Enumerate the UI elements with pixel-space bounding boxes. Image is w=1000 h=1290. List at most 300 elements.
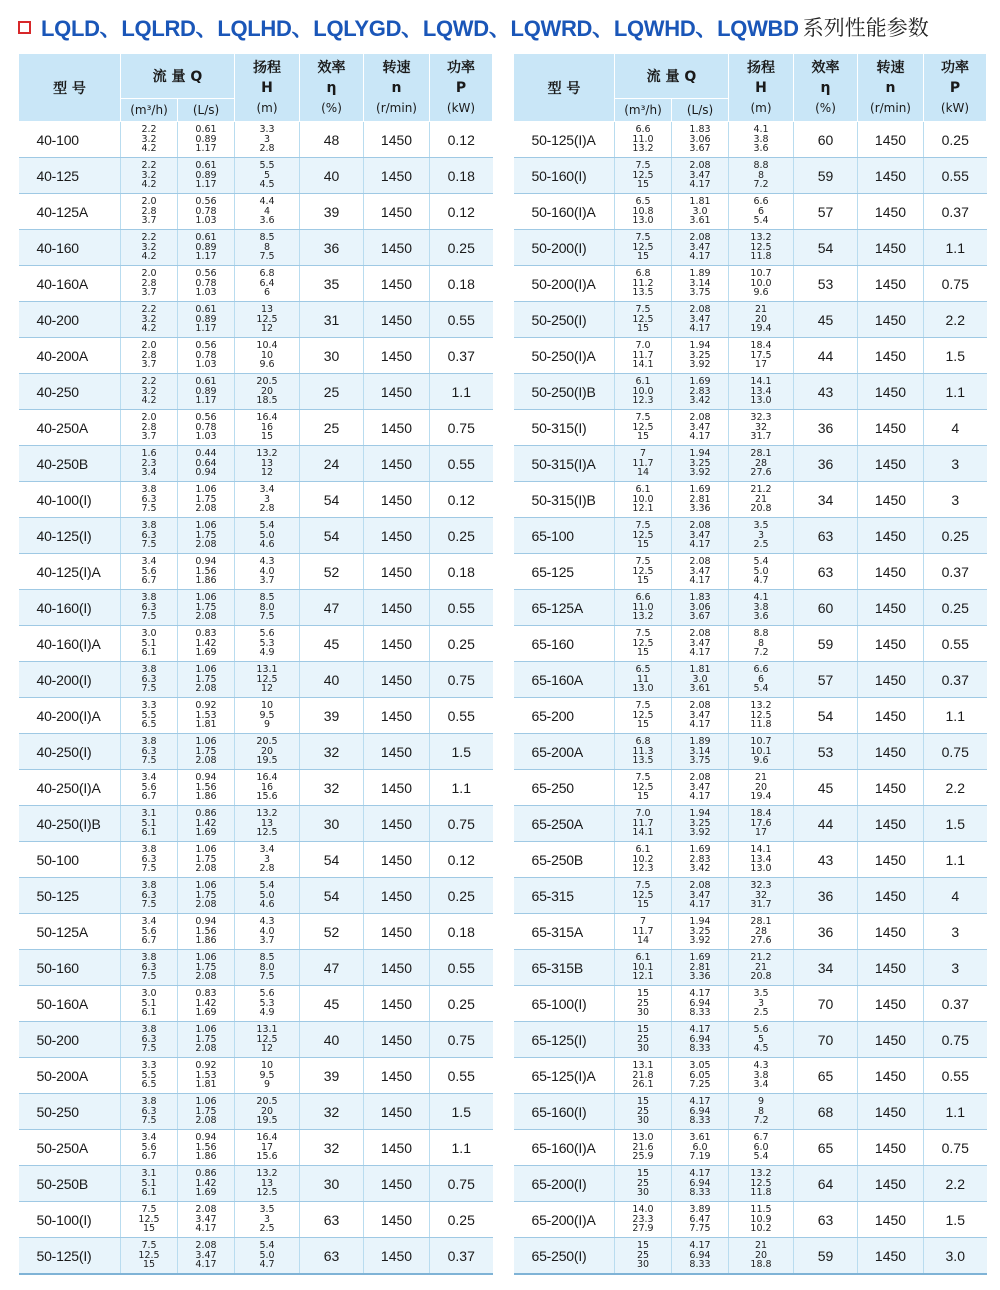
- head-cell-value: 5.4: [259, 1240, 275, 1252]
- flow-ls-cell-value: 3.89: [689, 1204, 711, 1216]
- flow-m3h-cell-value: 7.5: [141, 611, 157, 623]
- speed-cell: 1450: [364, 446, 430, 482]
- flow-m3h-cell-value: 6.6: [635, 124, 651, 136]
- flow-ls-cell-value: 2.08: [195, 1204, 217, 1216]
- head-cell-value: 16: [260, 421, 274, 433]
- flow-ls-cell-value: 0.89: [195, 169, 217, 181]
- model-cell: 50-200(I): [514, 230, 615, 266]
- model-cell: 65-250(I): [514, 1238, 615, 1275]
- table-row: [19, 914, 493, 950]
- flow-m3h-cell-value: 7.0: [635, 808, 651, 820]
- flow-m3h-cell: [615, 266, 672, 302]
- flow-ls-cell-value: 4.17: [689, 791, 711, 803]
- model-cell: 40-125(I)A: [19, 554, 121, 590]
- efficiency-cell: 70: [794, 1022, 858, 1058]
- flow-m3h-cell-value: 4.2: [141, 323, 157, 335]
- power-cell: 1.5: [430, 1094, 493, 1130]
- flow-ls-cell: [178, 914, 235, 950]
- head-cell-value: 21.2: [750, 484, 772, 496]
- table-row: [514, 806, 987, 842]
- flow-ls-cell-value: 1.03: [195, 431, 217, 443]
- table-row: [19, 410, 493, 446]
- flow-m3h-cell: [615, 914, 672, 950]
- head-cell: [235, 842, 300, 878]
- flow-m3h-cell-value: 11.3: [632, 745, 654, 757]
- flow-ls-cell-value: 0.78: [195, 205, 217, 217]
- head-cell-value: 7.2: [753, 179, 769, 191]
- speed-cell: 1450: [364, 590, 430, 626]
- flow-m3h-cell-value: 6.1: [141, 827, 157, 839]
- flow-m3h-cell: [615, 230, 672, 266]
- flow-ls-cell-value: 0.94: [195, 556, 217, 568]
- power-cell: 0.37: [430, 1238, 493, 1275]
- model-cell: 50-250(I): [514, 302, 615, 338]
- head-cell: [235, 446, 300, 482]
- flow-m3h-cell-value: 30: [636, 1115, 650, 1127]
- head-cell-value: 3.5: [753, 520, 769, 532]
- head-cell-value: 2.8: [259, 863, 275, 875]
- flow-ls-cell: [672, 410, 729, 446]
- head-cell-value: 16: [260, 781, 274, 793]
- flow-ls-cell-value: 1.03: [195, 215, 217, 227]
- head-cell-value: 8: [757, 1105, 765, 1117]
- table-row: [19, 1058, 493, 1094]
- head-cell-value: 4: [263, 205, 271, 217]
- flow-ls-cell-value: 4.17: [689, 899, 711, 911]
- speed-cell: 1450: [364, 194, 430, 230]
- flow-m3h-cell-value: 15: [636, 431, 650, 443]
- flow-m3h-cell: [615, 1130, 672, 1166]
- table-row: [514, 698, 987, 734]
- efficiency-cell: 65: [794, 1058, 858, 1094]
- flow-m3h-cell-value: 7: [639, 448, 647, 460]
- speed-cell: 1450: [364, 338, 430, 374]
- table-row: [514, 158, 987, 194]
- head-cell-value: 4.3: [259, 556, 275, 568]
- speed-cell: 1450: [858, 590, 924, 626]
- head-cell: [729, 518, 794, 554]
- flow-m3h-cell: [615, 626, 672, 662]
- head-cell-value: 9: [757, 1096, 765, 1108]
- flow-m3h-cell-value: 2.8: [141, 349, 157, 361]
- head-cell-value: 12.5: [256, 1187, 278, 1199]
- efficiency-cell: 39: [300, 698, 364, 734]
- flow-m3h-cell-value: 3.8: [141, 880, 157, 892]
- flow-ls-cell-value: 1.06: [195, 1096, 217, 1108]
- flow-ls-cell-value: 0.94: [195, 916, 217, 928]
- flow-m3h-cell: [121, 698, 178, 734]
- model-cell: 65-125: [514, 554, 615, 590]
- flow-m3h-cell-value: 4.2: [141, 179, 157, 191]
- head-cell-value: 5.4: [259, 520, 275, 532]
- flow-ls-cell: [672, 806, 729, 842]
- speed-cell: 1450: [364, 986, 430, 1022]
- flow-m3h-cell-value: 6.3: [141, 1033, 157, 1045]
- power-cell: 1.1: [924, 842, 987, 878]
- head-cell: [729, 734, 794, 770]
- flow-m3h-cell-value: 6.3: [141, 673, 157, 685]
- flow-ls-cell-value: 2.08: [195, 1043, 217, 1055]
- flow-m3h-cell-value: 2.8: [141, 421, 157, 433]
- flow-m3h-cell-value: 3.8: [141, 1096, 157, 1108]
- head-cell: [235, 770, 300, 806]
- efficiency-cell: 32: [300, 1130, 364, 1166]
- flow-m3h-cell: [121, 158, 178, 194]
- table-row: [19, 122, 493, 158]
- flow-m3h-cell-value: 3.7: [141, 215, 157, 227]
- title-square-icon: [18, 21, 31, 34]
- speed-cell: 1450: [858, 194, 924, 230]
- speed-cell: 1450: [364, 374, 430, 410]
- head-cell-value: 10.4: [256, 340, 278, 352]
- flow-m3h-cell-value: 5.1: [141, 637, 157, 649]
- table-row: [514, 914, 987, 950]
- speed-cell: 1450: [364, 950, 430, 986]
- flow-ls-cell-value: 3.47: [689, 241, 711, 253]
- power-cell: 1.1: [924, 230, 987, 266]
- flow-ls-cell: [178, 482, 235, 518]
- flow-ls-cell-value: 0.83: [195, 628, 217, 640]
- flow-m3h-cell-value: 5.6: [141, 781, 157, 793]
- head-cell-value: 5.3: [259, 637, 275, 649]
- flow-m3h-cell-value: 13.0: [632, 1132, 654, 1144]
- head-cell-value: 5.4: [753, 1151, 769, 1163]
- speed-cell: 1450: [858, 626, 924, 662]
- flow-ls-cell-value: 2.08: [689, 880, 711, 892]
- head-cell-value: 2.5: [259, 1223, 275, 1235]
- power-cell: 0.75: [430, 662, 493, 698]
- flow-m3h-cell-value: 6.3: [141, 889, 157, 901]
- left-table-container: [18, 53, 492, 1275]
- flow-m3h-cell-value: 2.0: [141, 340, 157, 352]
- head-cell-value: 9.5: [259, 1069, 275, 1081]
- head-cell-value: 3: [757, 997, 765, 1009]
- flow-m3h-cell-value: 7.5: [635, 700, 651, 712]
- speed-cell: 1450: [364, 806, 430, 842]
- flow-m3h-cell-value: 27.9: [632, 1223, 654, 1235]
- speed-cell: 1450: [858, 1202, 924, 1238]
- head-cell-value: 4.0: [259, 925, 275, 937]
- power-cell: 0.75: [924, 1022, 987, 1058]
- flow-ls-cell-value: 3.14: [689, 277, 711, 289]
- head-cell: [729, 986, 794, 1022]
- head-cell-value: 5.4: [753, 683, 769, 695]
- flow-m3h-cell-value: 3.1: [141, 1168, 157, 1180]
- flow-ls-cell-value: 3.36: [689, 503, 711, 515]
- table-row: [514, 374, 987, 410]
- efficiency-cell: 54: [300, 482, 364, 518]
- head-cell-value: 2.5: [753, 539, 769, 551]
- flow-ls-cell-value: 1.56: [195, 925, 217, 937]
- flow-ls-cell-value: 1.75: [195, 961, 217, 973]
- model-cell: 65-315: [514, 878, 615, 914]
- head-cell: [235, 374, 300, 410]
- flow-ls-cell-value: 3.06: [689, 601, 711, 613]
- model-cell: 40-200(I)A: [19, 698, 121, 734]
- speed-cell: 1450: [364, 698, 430, 734]
- efficiency-cell: 45: [300, 986, 364, 1022]
- flow-ls-cell: [178, 518, 235, 554]
- flow-m3h-cell-value: 15: [636, 647, 650, 659]
- model-cell: 50-125(I)A: [514, 122, 615, 158]
- head-cell-value: 4.6: [259, 539, 275, 551]
- flow-m3h-cell-value: 21.6: [632, 1141, 654, 1153]
- flow-m3h-cell-value: 6.1: [635, 952, 651, 964]
- flow-m3h-cell-value: 7.5: [635, 160, 651, 172]
- flow-ls-cell-value: 1.94: [689, 916, 711, 928]
- flow-m3h-cell-value: 3.3: [141, 700, 157, 712]
- power-cell: 0.37: [430, 338, 493, 374]
- head-cell-value: 11.8: [750, 1187, 772, 1199]
- table-body-right: [514, 122, 987, 1275]
- flow-ls-cell: [672, 302, 729, 338]
- flow-ls-cell-value: 1.53: [195, 709, 217, 721]
- flow-m3h-cell-value: 3.8: [141, 736, 157, 748]
- head-cell-value: 12: [260, 683, 274, 695]
- head-cell-value: 7.5: [259, 251, 275, 263]
- model-cell: 40-100(I): [19, 482, 121, 518]
- head-cell: [235, 950, 300, 986]
- flow-m3h-cell-value: 4.2: [141, 143, 157, 155]
- flow-ls-cell-value: 1.86: [195, 575, 217, 587]
- table-row: [19, 626, 493, 662]
- flow-ls-cell-value: 1.75: [195, 889, 217, 901]
- flow-m3h-cell: [615, 122, 672, 158]
- flow-ls-cell-value: 3.47: [195, 1213, 217, 1225]
- power-cell: 1.1: [924, 698, 987, 734]
- model-cell: 40-250(I): [19, 734, 121, 770]
- flow-ls-cell-value: 3.47: [689, 709, 711, 721]
- flow-m3h-cell: [615, 518, 672, 554]
- head-cell-value: 8.8: [753, 628, 769, 640]
- head-cell-value: 4.4: [259, 196, 275, 208]
- flow-m3h-cell-value: 13.0: [632, 215, 654, 227]
- flow-m3h-cell: [615, 806, 672, 842]
- flow-m3h-cell-value: 3.4: [141, 467, 157, 479]
- table-row: [19, 698, 493, 734]
- flow-ls-cell-value: 0.44: [195, 448, 217, 460]
- flow-m3h-cell-value: 25: [636, 1033, 650, 1045]
- flow-m3h-cell-value: 7.5: [141, 539, 157, 551]
- power-cell: 3: [924, 914, 987, 950]
- power-cell: 0.55: [430, 1058, 493, 1094]
- head-cell-value: 19.4: [750, 791, 772, 803]
- speed-cell: 1450: [364, 842, 430, 878]
- efficiency-cell: 45: [794, 302, 858, 338]
- table-row: [19, 734, 493, 770]
- title-models: LQLD、LQLRD、LQLHD、LQLYGD、LQWD、LQWRD、LQWHD、LQWBD: [41, 15, 799, 41]
- head-cell: [729, 914, 794, 950]
- head-cell-value: 5.4: [753, 556, 769, 568]
- table-row: [19, 338, 493, 374]
- power-cell: 0.37: [924, 662, 987, 698]
- head-cell-value: 3.4: [259, 484, 275, 496]
- table-row: [514, 986, 987, 1022]
- head-cell-value: 16.4: [256, 412, 278, 424]
- efficiency-cell: 63: [794, 554, 858, 590]
- head-cell-value: 4.0: [259, 565, 275, 577]
- head-cell-value: 13.2: [750, 232, 772, 244]
- speed-cell: 1450: [364, 410, 430, 446]
- speed-cell: 1450: [364, 158, 430, 194]
- flow-ls-cell: [178, 1094, 235, 1130]
- power-cell: 3: [924, 446, 987, 482]
- flow-m3h-cell-value: 5.6: [141, 925, 157, 937]
- head-cell: [729, 1094, 794, 1130]
- power-cell: 0.75: [430, 806, 493, 842]
- header-speed: 转速 n (r/min): [858, 54, 924, 122]
- power-cell: 0.25: [430, 986, 493, 1022]
- flow-m3h-cell-value: 30: [636, 1043, 650, 1055]
- power-cell: 0.75: [430, 1166, 493, 1202]
- head-cell: [235, 1202, 300, 1238]
- power-cell: 0.25: [430, 230, 493, 266]
- head-cell-value: 4.7: [753, 575, 769, 587]
- flow-m3h-cell-value: 6.1: [635, 844, 651, 856]
- flow-ls-cell-value: 3.42: [689, 395, 711, 407]
- model-cell: 40-250: [19, 374, 121, 410]
- flow-m3h-cell-value: 3.8: [141, 664, 157, 676]
- flow-ls-cell-value: 1.86: [195, 935, 217, 947]
- speed-cell: 1450: [364, 626, 430, 662]
- head-cell: [235, 662, 300, 698]
- flow-ls-cell-value: 3.67: [689, 611, 711, 623]
- flow-m3h-cell-value: 5.1: [141, 997, 157, 1009]
- flow-m3h-cell-value: 7.0: [635, 340, 651, 352]
- model-cell: 50-160(I): [514, 158, 615, 194]
- flow-m3h-cell-value: 6.1: [635, 484, 651, 496]
- head-cell-value: 9.6: [259, 359, 275, 371]
- head-cell: [729, 1058, 794, 1094]
- flow-m3h-cell-value: 15: [636, 1024, 650, 1036]
- head-cell-value: 8.0: [259, 961, 275, 973]
- power-cell: 1.1: [430, 1130, 493, 1166]
- efficiency-cell: 64: [794, 1166, 858, 1202]
- flow-m3h-cell-value: 3.0: [141, 628, 157, 640]
- efficiency-cell: 36: [794, 410, 858, 446]
- header-head: 扬程 H (m): [729, 54, 794, 122]
- flow-ls-cell: [672, 338, 729, 374]
- power-cell: 1.1: [430, 770, 493, 806]
- efficiency-cell: 54: [794, 698, 858, 734]
- model-cell: 40-160(I): [19, 590, 121, 626]
- flow-m3h-cell-value: 12.5: [632, 421, 654, 433]
- flow-m3h-cell-value: 21.8: [632, 1069, 654, 1081]
- power-cell: 0.18: [430, 554, 493, 590]
- flow-m3h-cell-value: 2.2: [141, 376, 157, 388]
- flow-ls-cell-value: 0.78: [195, 421, 217, 433]
- flow-m3h-cell-value: 15: [636, 1168, 650, 1180]
- flow-ls-cell-value: 1.69: [195, 827, 217, 839]
- head-cell-value: 2.8: [259, 503, 275, 515]
- model-cell: 50-125: [19, 878, 121, 914]
- flow-ls-cell-value: 1.06: [195, 664, 217, 676]
- flow-ls-cell-value: 1.81: [689, 196, 711, 208]
- model-cell: 65-160(I)A: [514, 1130, 615, 1166]
- flow-ls-cell: [178, 230, 235, 266]
- flow-m3h-cell-value: 3.8: [141, 952, 157, 964]
- head-cell-value: 4.3: [259, 916, 275, 928]
- flow-ls-cell-value: 1.42: [195, 637, 217, 649]
- flow-ls-cell-value: 3.75: [689, 287, 711, 299]
- flow-ls-cell-value: 0.92: [195, 1060, 217, 1072]
- flow-m3h-cell-value: 10.1: [632, 961, 654, 973]
- speed-cell: 1450: [858, 950, 924, 986]
- flow-ls-cell-value: 4.17: [689, 431, 711, 443]
- power-cell: 0.12: [430, 122, 493, 158]
- table-row: [514, 1094, 987, 1130]
- table-row: [19, 1166, 493, 1202]
- flow-m3h-cell-value: 5.1: [141, 1177, 157, 1189]
- flow-m3h-cell: [615, 1202, 672, 1238]
- flow-m3h-cell-value: 2.8: [141, 205, 157, 217]
- flow-ls-cell: [672, 1166, 729, 1202]
- head-cell-value: 8.5: [259, 232, 275, 244]
- flow-m3h-cell-value: 6.7: [141, 791, 157, 803]
- flow-ls-cell-value: 2.81: [689, 493, 711, 505]
- flow-m3h-cell-value: 14.0: [632, 1204, 654, 1216]
- flow-ls-cell-value: 1.94: [689, 448, 711, 460]
- table-body-left: [19, 122, 493, 1275]
- flow-ls-cell-value: 6.94: [689, 1249, 711, 1261]
- flow-m3h-cell: [121, 266, 178, 302]
- flow-m3h-cell-value: 3.2: [141, 385, 157, 397]
- speed-cell: 1450: [858, 158, 924, 194]
- head-cell-value: 20: [260, 745, 274, 757]
- flow-ls-cell-value: 7.19: [689, 1151, 711, 1163]
- table-row: [514, 338, 987, 374]
- head-cell: [235, 1058, 300, 1094]
- flow-ls-cell-value: 1.69: [689, 844, 711, 856]
- flow-ls-cell: [178, 734, 235, 770]
- flow-m3h-cell: [615, 1058, 672, 1094]
- flow-m3h-cell-value: 12.5: [138, 1213, 160, 1225]
- speed-cell: 1450: [364, 482, 430, 518]
- flow-ls-cell-value: 0.94: [195, 1132, 217, 1144]
- power-cell: 3.0: [924, 1238, 987, 1275]
- head-cell-value: 3.6: [753, 611, 769, 623]
- flow-m3h-cell: [121, 986, 178, 1022]
- power-cell: 1.5: [924, 806, 987, 842]
- flow-ls-cell-value: 1.56: [195, 781, 217, 793]
- efficiency-cell: 34: [794, 950, 858, 986]
- flow-m3h-cell: [121, 1238, 178, 1275]
- flow-m3h-cell-value: 7.5: [141, 755, 157, 767]
- model-cell: 40-125A: [19, 194, 121, 230]
- header-efficiency: 效率 η (%): [300, 54, 364, 122]
- flow-m3h-cell-value: 12.1: [632, 503, 654, 515]
- flow-ls-cell-value: 1.06: [195, 484, 217, 496]
- head-cell-value: 21: [754, 304, 768, 316]
- model-cell: 40-125: [19, 158, 121, 194]
- flow-ls-cell-value: 4.17: [689, 647, 711, 659]
- flow-ls-cell-value: 0.61: [195, 232, 217, 244]
- speed-cell: 1450: [858, 518, 924, 554]
- flow-ls-cell-value: 0.64: [195, 457, 217, 469]
- table-row: [514, 734, 987, 770]
- speed-cell: 1450: [858, 1130, 924, 1166]
- flow-ls-cell-value: 3.47: [689, 565, 711, 577]
- flow-m3h-cell-value: 25: [636, 1249, 650, 1261]
- efficiency-cell: 60: [794, 590, 858, 626]
- head-cell-value: 20: [754, 781, 768, 793]
- flow-ls-cell-value: 1.06: [195, 1024, 217, 1036]
- flow-ls-cell-value: 0.56: [195, 340, 217, 352]
- head-cell-value: 3.6: [259, 215, 275, 227]
- power-cell: 0.25: [924, 590, 987, 626]
- head-cell: [235, 122, 300, 158]
- head-cell-value: 21: [754, 493, 768, 505]
